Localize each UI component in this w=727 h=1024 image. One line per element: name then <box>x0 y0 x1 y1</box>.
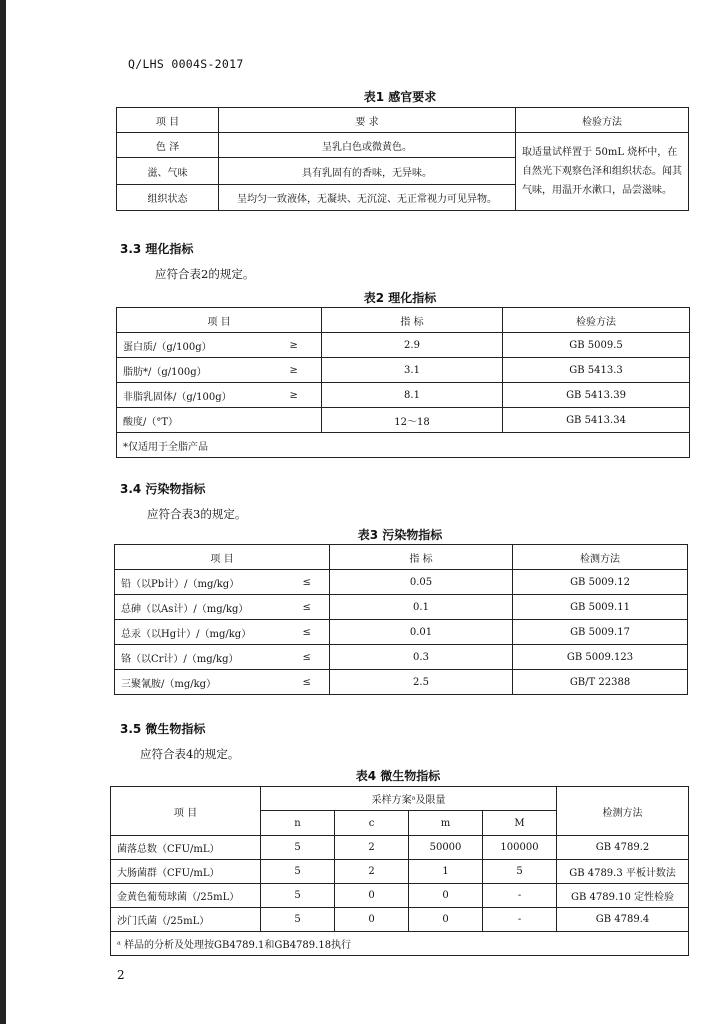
table4-row-c: 0 <box>335 908 409 932</box>
table4-row-item: 金黄色葡萄球菌（/25mL） <box>111 884 261 908</box>
table4-header-method: 检测方法 <box>557 787 689 836</box>
table4-row-M: - <box>483 908 557 932</box>
table4-sub-m-upper: M <box>483 811 557 836</box>
table2 <box>116 307 690 458</box>
table4-note: ᵃ 样品的分析及处理按GB4789.1和GB4789.18执行 <box>111 932 689 956</box>
section-3-5-title: 3.5 微生物指标 <box>120 722 206 736</box>
table4-row-item: 沙门氏菌（/25mL） <box>111 908 261 932</box>
table2-row-method: GB 5413.34 <box>503 408 690 433</box>
table1-header-item: 项 目 <box>117 108 219 133</box>
table4-row-method: GB 4789.2 <box>557 836 689 860</box>
table2-row-item: 非脂乳固体/（g/100g） <box>117 383 267 408</box>
table2-caption: 表2 理化指标 <box>363 291 437 305</box>
table4-sub-m-lower: m <box>409 811 483 836</box>
table4-row-method: GB 4789.3 平板计数法 <box>557 860 689 884</box>
table4-header-plan: 采样方案ᵃ及限量 <box>261 787 557 811</box>
section-3-4-title: 3.4 污染物指标 <box>120 482 206 496</box>
table4-row-m: 50000 <box>409 836 483 860</box>
table3-row-value: 0.05 <box>330 570 513 595</box>
table4-row-c: 2 <box>335 860 409 884</box>
table3-caption: 表3 污染物指标 <box>357 528 443 542</box>
table2-row-value: 8.1 <box>322 383 503 408</box>
table4-row-c: 2 <box>335 836 409 860</box>
table3-header-value: 指 标 <box>330 545 513 570</box>
table1-row-req: 呈乳白色或微黄色。 <box>219 133 516 158</box>
table2-row-op: ≥ <box>267 358 322 383</box>
table4 <box>110 786 689 956</box>
table2-row-item: 酸度/（°T） <box>117 408 267 433</box>
table3-row-item: 铬（以Cr计）/（mg/kg） <box>115 645 285 670</box>
table2-row-method: GB 5413.3 <box>503 358 690 383</box>
table3-row-value: 2.5 <box>330 670 513 695</box>
table4-row-M: 100000 <box>483 836 557 860</box>
table4-caption: 表4 微生物指标 <box>355 769 441 783</box>
table4-row-c: 0 <box>335 884 409 908</box>
table1-row-req: 呈均匀一致液体，无凝块、无沉淀、无正常视力可见异物。 <box>219 185 516 211</box>
table2-row-op: ≥ <box>267 333 322 358</box>
table3-row-method: GB 5009.17 <box>513 620 688 645</box>
table3-row-op: ≤ <box>285 570 330 595</box>
table4-row-method: GB 4789.10 定性检验 <box>557 884 689 908</box>
table3-row-item: 铅（以Pb计）/（mg/kg） <box>115 570 285 595</box>
table3-row-value: 0.1 <box>330 595 513 620</box>
table2-row-item: 蛋白质/（g/100g） <box>117 333 267 358</box>
table4-sub-c: c <box>335 811 409 836</box>
table1-method: 取适量试样置于 50mL 烧杯中，在自然光下观察色泽和组织状态。闻其气味，用温开水漱口，品尝滋味。 <box>516 133 689 211</box>
scan-edge <box>0 0 6 1024</box>
section-3-4-text: 应符合表3的规定。 <box>147 507 247 521</box>
page-number: 2 <box>117 968 125 982</box>
table1-row-item: 滋、气味 <box>117 158 219 185</box>
table3-row-item: 总砷（以As计）/（mg/kg） <box>115 595 285 620</box>
table2-row-method: GB 5413.39 <box>503 383 690 408</box>
table4-row-m: 0 <box>409 908 483 932</box>
table4-row-n: 5 <box>261 908 335 932</box>
table3-row-value: 0.01 <box>330 620 513 645</box>
table3-row-op: ≤ <box>285 645 330 670</box>
table3-row-value: 0.3 <box>330 645 513 670</box>
table4-row-item: 菌落总数（CFU/mL） <box>111 836 261 860</box>
table3-header-method: 检测方法 <box>513 545 688 570</box>
table4-row-n: 5 <box>261 860 335 884</box>
section-3-3-text: 应符合表2的规定。 <box>155 267 255 281</box>
section-3-3-title: 3.3 理化指标 <box>120 242 194 256</box>
table1-header-method: 检验方法 <box>516 108 689 133</box>
table3-header-item: 项 目 <box>115 545 330 570</box>
table4-row-m: 0 <box>409 884 483 908</box>
table2-row-value: 12～18 <box>322 408 503 433</box>
table1-header-req: 要 求 <box>219 108 516 133</box>
table1-row-item: 色 泽 <box>117 133 219 158</box>
table2-row-item: 脂肪*/（g/100g） <box>117 358 267 383</box>
table3-row-item: 三聚氰胺/（mg/kg） <box>115 670 285 695</box>
table3-row-method: GB 5009.11 <box>513 595 688 620</box>
table4-row-M: - <box>483 884 557 908</box>
table2-header-method: 检验方法 <box>503 308 690 333</box>
table4-row-method: GB 4789.4 <box>557 908 689 932</box>
table4-header-item: 项 目 <box>111 787 261 836</box>
table4-sub-n: n <box>261 811 335 836</box>
table1-caption: 表1 感官要求 <box>363 90 437 104</box>
table2-header-item: 项 目 <box>117 308 322 333</box>
section-3-5-text: 应符合表4的规定。 <box>140 747 240 761</box>
table3-row-op: ≤ <box>285 620 330 645</box>
table3-row-method: GB 5009.123 <box>513 645 688 670</box>
table3 <box>114 544 688 695</box>
table2-row-op <box>267 408 322 433</box>
table4-row-n: 5 <box>261 884 335 908</box>
table2-row-value: 2.9 <box>322 333 503 358</box>
table3-row-method: GB 5009.12 <box>513 570 688 595</box>
table2-row-method: GB 5009.5 <box>503 333 690 358</box>
table2-row-value: 3.1 <box>322 358 503 383</box>
table1-row-req: 具有乳固有的香味，无异味。 <box>219 158 516 185</box>
table3-row-item: 总汞（以Hg计）/（mg/kg） <box>115 620 285 645</box>
table1 <box>116 107 689 211</box>
table1-row-item: 组织状态 <box>117 185 219 211</box>
table4-row-item: 大肠菌群（CFU/mL） <box>111 860 261 884</box>
table3-row-op: ≤ <box>285 595 330 620</box>
table3-row-method: GB/T 22388 <box>513 670 688 695</box>
table2-note: *仅适用于全脂产品 <box>117 433 690 458</box>
table4-row-m: 1 <box>409 860 483 884</box>
standard-number: Q/LHS 0004S-2017 <box>128 57 244 71</box>
table4-row-n: 5 <box>261 836 335 860</box>
table2-row-op: ≥ <box>267 383 322 408</box>
table2-header-value: 指 标 <box>322 308 503 333</box>
table3-row-op: ≤ <box>285 670 330 695</box>
table4-row-M: 5 <box>483 860 557 884</box>
